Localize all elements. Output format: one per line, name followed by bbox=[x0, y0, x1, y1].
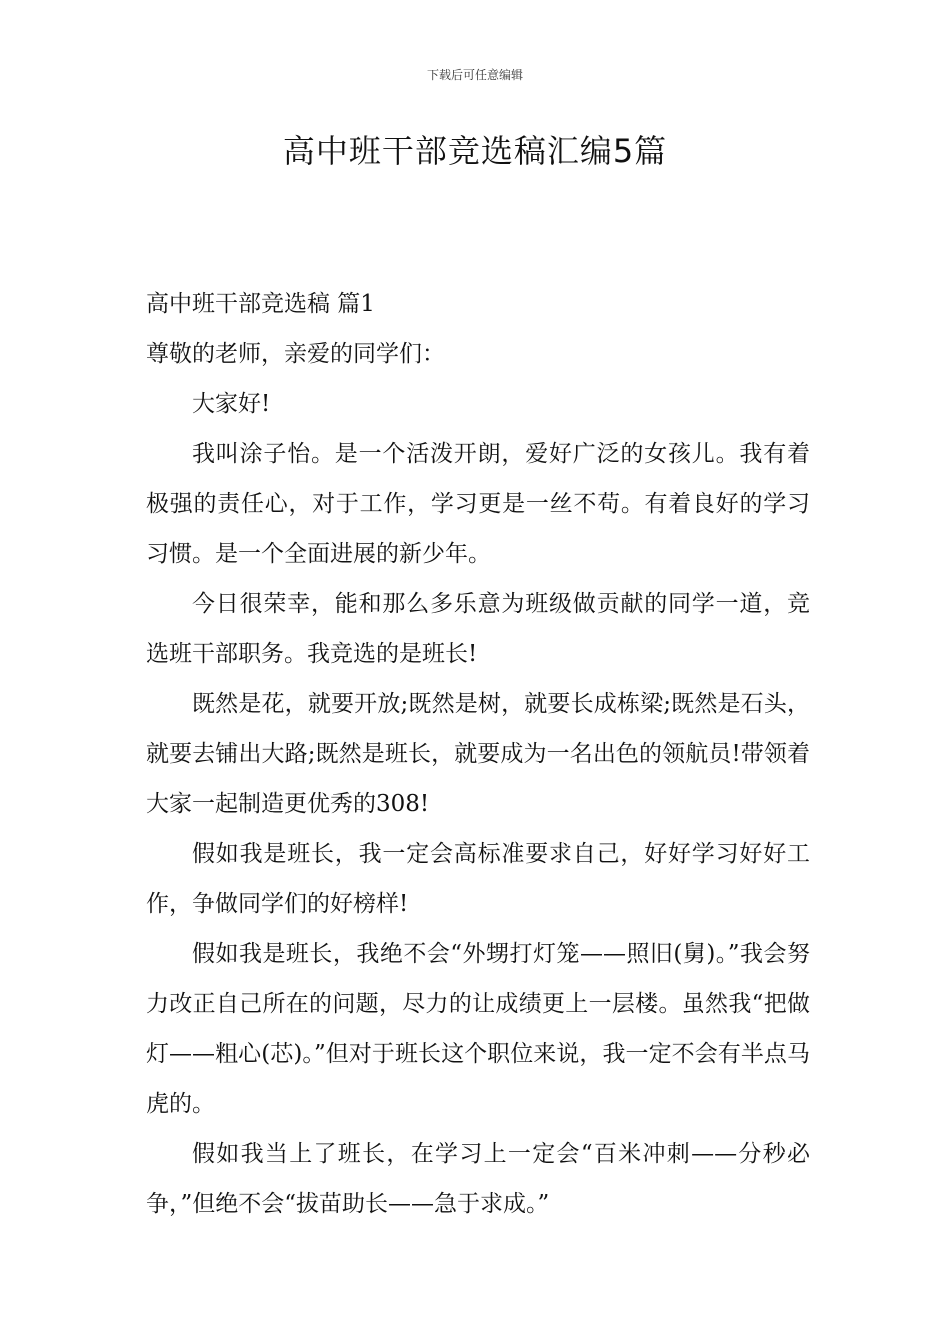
header-note: 下载后可任意编辑 bbox=[426, 68, 523, 82]
salutation: 尊敬的老师，亲爱的同学们： bbox=[146, 341, 445, 367]
paragraph-greeting: 大家好! bbox=[192, 391, 271, 417]
paragraph-study: 假如我当上了班长，在学习上一定会“百米冲刺——分秒必争，”但绝不会“拔苗助长——急于求成。” bbox=[146, 1141, 810, 1217]
paragraph-metaphor: 既然是花，就要开放;既然是树，就要长成栋梁;既然是石头，就要去铺出大路;既然是班长，就要成为一名出色的领航员!带领着大家一起制造更优秀的308! bbox=[146, 691, 810, 817]
paragraph-improvement: 假如我是班长，我绝不会“外甥打灯笼——照旧(舅)。”我会努力改正自己所在的问题，尽力的让成绩更上一层楼。虽然我“把做灯——粗心(芯)。”但对于班长这个职位来说，我一定不会有半点马虎的。 bbox=[146, 941, 810, 1117]
paragraph-honor: 今日很荣幸，能和那么多乐意为班级做贡献的同学一道，竞选班干部职务。我竞选的是班长! bbox=[146, 591, 810, 667]
document-title: 高中班干部竞选稿汇编5篇 bbox=[282, 132, 668, 170]
section-heading: 高中班干部竞选稿 篇1 bbox=[146, 291, 375, 317]
document-body bbox=[146, 279, 810, 1229]
paragraph-example: 假如我是班长，我一定会高标准要求自己，好好学习好好工作，争做同学们的好榜样! bbox=[146, 841, 810, 917]
paragraph-intro: 我叫涂子怡。是一个活泼开朗，爱好广泛的女孩儿。我有着极强的责任心，对于工作，学习更是一丝不苟。有着良好的学习习惯。是一个全面进展的新少年。 bbox=[146, 441, 810, 567]
